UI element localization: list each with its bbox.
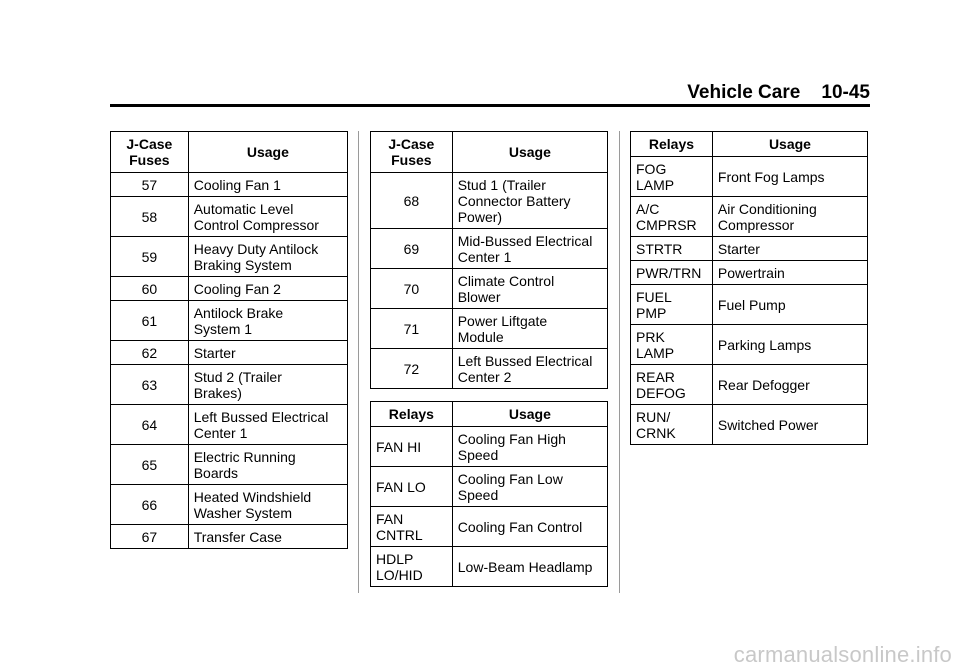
table-row — [371, 427, 608, 467]
relay-name: FAN CNTRL — [371, 507, 453, 547]
column-header-usage: Usage — [452, 132, 607, 173]
table-row — [111, 277, 348, 301]
table-row — [371, 547, 608, 587]
table-row — [371, 173, 608, 229]
page-title: Vehicle Care 10-45 — [687, 82, 870, 103]
table-row — [631, 365, 868, 405]
relay-name: FAN HI — [371, 427, 453, 467]
relay-name: HDLP LO/HID — [371, 547, 453, 587]
table-header-row — [631, 132, 868, 157]
fuse-usage: Climate Control Blower — [452, 269, 607, 309]
table-row — [111, 341, 348, 365]
column-divider-right — [619, 131, 620, 593]
fuse-number: 59 — [111, 237, 189, 277]
relay-usage: Parking Lamps — [712, 325, 867, 365]
fuse-usage: Power Liftgate Module — [452, 309, 607, 349]
relay-usage: Rear Defogger — [712, 365, 867, 405]
table-row — [371, 507, 608, 547]
fuse-usage: Transfer Case — [188, 525, 347, 549]
fuse-usage: Mid-Bussed Electrical Center 1 — [452, 229, 607, 269]
relay-usage: Cooling Fan High Speed — [452, 427, 607, 467]
relay-usage: Cooling Fan Control — [452, 507, 607, 547]
middle-fuse-table — [370, 131, 608, 389]
table-header-row — [111, 132, 348, 173]
table-row — [631, 261, 868, 285]
middle-relay-table — [370, 401, 608, 587]
relay-usage: Fuel Pump — [712, 285, 867, 325]
table-row — [111, 301, 348, 341]
table-row — [111, 485, 348, 525]
fuse-number: 58 — [111, 197, 189, 237]
relay-usage: Switched Power — [712, 405, 867, 445]
fuse-number: 66 — [111, 485, 189, 525]
relay-usage: Front Fog Lamps — [712, 157, 867, 197]
fuse-number: 64 — [111, 405, 189, 445]
relay-usage: Starter — [712, 237, 867, 261]
table-row — [631, 325, 868, 365]
column-header-usage: Usage — [712, 132, 867, 157]
fuse-usage: Automatic Level Control Compressor — [188, 197, 347, 237]
relay-name: FUEL PMP — [631, 285, 713, 325]
relay-usage: Cooling Fan Low Speed — [452, 467, 607, 507]
fuse-number: 65 — [111, 445, 189, 485]
table-header-row — [371, 402, 608, 427]
table-row — [371, 467, 608, 507]
fuse-number: 70 — [371, 269, 453, 309]
fuse-usage: Stud 1 (Trailer Connector Battery Power) — [452, 173, 607, 229]
fuse-usage: Left Bussed Electrical Center 1 — [188, 405, 347, 445]
watermark: carmanualsonline.info — [733, 642, 952, 667]
table-row — [111, 173, 348, 197]
fuse-usage: Stud 2 (Trailer Brakes) — [188, 365, 347, 405]
column-header-fuses: J-Case Fuses — [111, 132, 189, 173]
fuse-number: 60 — [111, 277, 189, 301]
table-header-row — [371, 132, 608, 173]
column-header-relays: Relays — [371, 402, 453, 427]
relay-usage: Low-Beam Headlamp — [452, 547, 607, 587]
relay-name: PRK LAMP — [631, 325, 713, 365]
fuse-usage: Antilock Brake System 1 — [188, 301, 347, 341]
fuse-usage: Starter — [188, 341, 347, 365]
fuse-usage: Heavy Duty Antilock Braking System — [188, 237, 347, 277]
table-row — [371, 269, 608, 309]
table-row — [631, 285, 868, 325]
column-divider-left — [358, 131, 359, 593]
left-fuse-table — [110, 131, 348, 549]
table-row — [631, 405, 868, 445]
table-row — [371, 349, 608, 389]
column-header-relays: Relays — [631, 132, 713, 157]
fuse-number: 62 — [111, 341, 189, 365]
relay-usage: Powertrain — [712, 261, 867, 285]
fuse-number: 69 — [371, 229, 453, 269]
table-row — [631, 197, 868, 237]
table-row — [631, 157, 868, 197]
column-header-usage: Usage — [452, 402, 607, 427]
page-header — [110, 80, 870, 106]
relay-name: A/C CMPRSR — [631, 197, 713, 237]
relay-name: PWR/TRN — [631, 261, 713, 285]
column-header-usage: Usage — [188, 132, 347, 173]
fuse-number: 57 — [111, 173, 189, 197]
relay-usage: Air Conditioning Compressor — [712, 197, 867, 237]
fuse-number: 61 — [111, 301, 189, 341]
table-row — [111, 237, 348, 277]
table-row — [111, 525, 348, 549]
relay-name: STRTR — [631, 237, 713, 261]
table-row — [111, 405, 348, 445]
fuse-usage: Electric Running Boards — [188, 445, 347, 485]
fuse-usage: Left Bussed Electrical Center 2 — [452, 349, 607, 389]
relay-name: REAR DEFOG — [631, 365, 713, 405]
column-header-fuses: J-Case Fuses — [371, 132, 453, 173]
fuse-number: 63 — [111, 365, 189, 405]
fuse-usage: Cooling Fan 2 — [188, 277, 347, 301]
right-relay-table — [630, 131, 868, 445]
table-row — [111, 197, 348, 237]
table-row — [111, 365, 348, 405]
fuse-number: 67 — [111, 525, 189, 549]
table-row — [631, 237, 868, 261]
table-row — [371, 309, 608, 349]
header-rule — [110, 104, 870, 107]
fuse-number: 68 — [371, 173, 453, 229]
relay-name: FOG LAMP — [631, 157, 713, 197]
fuse-number: 71 — [371, 309, 453, 349]
fuse-number: 72 — [371, 349, 453, 389]
fuse-usage: Cooling Fan 1 — [188, 173, 347, 197]
table-row — [111, 445, 348, 485]
relay-name: FAN LO — [371, 467, 453, 507]
table-row — [371, 229, 608, 269]
fuse-usage: Heated Windshield Washer System — [188, 485, 347, 525]
relay-name: RUN/ CRNK — [631, 405, 713, 445]
